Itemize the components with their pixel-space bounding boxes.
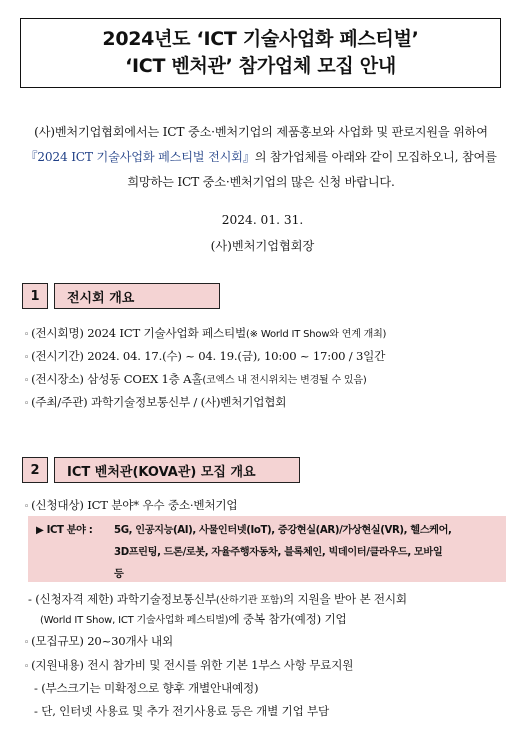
bullet-icon: ◦ [24,502,30,512]
section-2-number: 2 [22,457,48,483]
ict-field-line-3: 등 [114,569,124,580]
ict-field-line-2: 3D프린팅, 드론/로봇, 자율주행자동차, 블록체인, 빅데이터/클라우드, 모바일 [114,547,443,558]
title-box [20,18,501,88]
restriction-line-1: - (신청자격 제한) 과학기술정보통신부(산하기관 포함)의 지원을 받아 본 전시회 [28,592,407,606]
bullet-icon: ◦ [24,662,30,672]
intro-text-2: 의 참가업체를 아래와 같이 모집하오니, 참여를 희망하는 ICT 중소·벤처기업의 많은 신청 바랍니다. [127,150,497,189]
title-line-2: ‘ICT 벤처관’ 참가업체 모집 안내 [125,55,396,77]
bullet-icon: ◦ [24,399,30,409]
section-1-item: ◦ (전시장소) 삼성동 COEX 1층 A홀(코엑스 내 전시위치는 변경될 수 있음) [24,372,367,386]
issue-date: 2024. 01. 31. [221,213,304,227]
support-content: ◦ (지원내용) 전시 참가비 및 전시를 위한 기본 1부스 사항 무료지원 [24,658,354,672]
ict-field-label: ▶ ICT 분야 : [36,525,93,536]
section-1-item: ◦ (주최/주관) 과학기술정보통신부 / (사)벤처기업협회 [24,395,287,409]
support-sub-1: - (부스크기는 미확정으로 향후 개별안내예정) [34,681,259,695]
bullet-icon: ◦ [24,330,30,340]
bullet-icon: ◦ [24,353,30,363]
section-2-target: ◦ (신청대상) ICT 분야* 우수 중소·벤처기업 [24,498,238,512]
bullet-icon: ◦ [24,638,30,648]
bullet-icon: ◦ [24,376,30,386]
issuer-org: (사)벤처기업협회장 [210,239,315,253]
intro-paragraph [18,120,504,195]
intro-highlight: 『2024 ICT 기술사업화 페스티벌 전시회』 [25,150,255,164]
section-1-number: 1 [22,283,48,309]
support-sub-2: - 단, 인터넷 사용료 및 추가 전기사용료 등은 개별 기업 부담 [34,704,330,718]
section-2-title: ICT 벤처관(KOVA관) 모집 개요 [54,457,300,483]
title-line-1: 2024년도 ‘ICT 기술사업화 페스티벌’ [102,28,419,50]
section-1-item: ◦ (전시기간) 2024. 04. 17.(수) ~ 04. 19.(금), 10:00 ~ 17:00 / 3일간 [24,349,386,363]
section-1-title: 전시회 개요 [54,283,220,309]
ict-field-line-1: 5G, 인공지능(AI), 사물인터넷(IoT), 증강현실(AR)/가상현실(VR), 헬스케어, [114,525,452,536]
section-1-item: ◦ (전시회명) 2024 ICT 기술사업화 페스티벌(※ World IT Show와 연계 개최) [24,326,387,340]
intro-text-1: (사)벤처기업협회에서는 ICT 중소·벤처기업의 제품홍보와 사업화 및 판로지원을 위하여 [34,125,488,139]
recruit-scale: ◦ (모집규모) 20~30개사 내외 [24,634,173,648]
restriction-line-2: (World IT Show, ICT 기술사업화 페스티벌)에 중복 참가(예정) 기업 [40,612,347,626]
ict-field-box [28,516,506,582]
